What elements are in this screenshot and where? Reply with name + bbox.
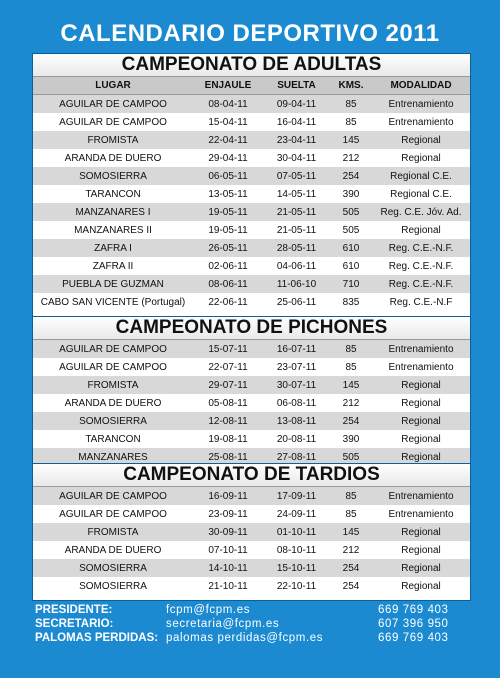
cell-enjaule: 29-07-11	[208, 379, 248, 391]
cell-modalidad: Regional	[401, 544, 441, 556]
cell-kms: 85	[345, 116, 357, 128]
cell-kms: 254	[342, 562, 360, 574]
cell-lugar: AGUILAR DE CAMPOO	[59, 98, 167, 110]
cell-modalidad: Entrenamiento	[388, 490, 454, 502]
cell-enjaule: 23-09-11	[208, 508, 248, 520]
cell-kms: 710	[342, 278, 360, 290]
cell-suelta: 08-10-11	[276, 544, 317, 556]
section-adultas	[32, 53, 471, 317]
table-row	[33, 203, 470, 221]
cell-lugar: AGUILAR DE CAMPOO	[59, 490, 167, 502]
section-pichones	[32, 316, 471, 465]
cell-lugar: FROMISTA	[87, 379, 139, 391]
cell-enjaule: 21-10-11	[208, 580, 248, 592]
table-row	[33, 239, 470, 257]
table-row	[33, 340, 470, 358]
cell-enjaule: 29-04-11	[208, 152, 248, 164]
cell-modalidad: Reg. C.E.-N.F.	[388, 278, 454, 290]
cell-suelta: 28-05-11	[276, 242, 317, 254]
cell-kms: 85	[345, 361, 357, 373]
cell-lugar: SOMOSIERRA	[79, 580, 147, 592]
cell-suelta: 23-04-11	[276, 134, 317, 146]
column-header-suelta: SUELTA	[277, 80, 316, 91]
contact-footer	[35, 603, 475, 645]
cell-modalidad: Reg. C.E. Jóv. Ad.	[380, 206, 462, 218]
cell-enjaule: 08-06-11	[208, 278, 248, 290]
cell-enjaule: 19-05-11	[208, 224, 248, 236]
cell-enjaule: 13-05-11	[208, 188, 248, 200]
cell-lugar: AGUILAR DE CAMPOO	[59, 361, 167, 373]
contact-row	[35, 603, 475, 617]
cell-modalidad: Regional C.E.	[390, 170, 452, 182]
cell-kms: 254	[342, 415, 360, 427]
cell-modalidad: Regional	[401, 224, 441, 236]
cell-kms: 390	[342, 188, 360, 200]
table-row	[33, 394, 470, 412]
cell-suelta: 13-08-11	[276, 415, 317, 427]
cell-enjaule: 02-06-11	[208, 260, 248, 272]
table-row	[33, 257, 470, 275]
cell-modalidad: Regional	[401, 379, 441, 391]
table-row	[33, 113, 470, 131]
cell-enjaule: 15-04-11	[208, 116, 248, 128]
cell-enjaule: 07-10-11	[208, 544, 248, 556]
table-row	[33, 376, 470, 394]
cell-suelta: 21-05-11	[276, 206, 317, 218]
cell-lugar: FROMISTA	[87, 526, 139, 538]
cell-suelta: 23-07-11	[276, 361, 317, 373]
cell-suelta: 11-06-10	[276, 278, 317, 290]
cell-lugar: CABO SAN VICENTE (Portugal)	[40, 296, 186, 308]
cell-kms: 145	[342, 526, 360, 538]
cell-modalidad: Regional	[401, 397, 441, 409]
column-header-kms: KMS.	[338, 80, 364, 91]
cell-enjaule: 22-04-11	[208, 134, 248, 146]
cell-suelta: 09-04-11	[276, 98, 317, 110]
cell-enjaule: 05-08-11	[208, 397, 248, 409]
contact-row	[35, 631, 475, 645]
cell-suelta: 30-04-11	[276, 152, 317, 164]
table-row	[33, 523, 470, 541]
cell-lugar: ZAFRA II	[92, 260, 134, 272]
cell-enjaule: 15-07-11	[208, 343, 248, 355]
cell-lugar: MANZANARES II	[74, 224, 152, 236]
cell-kms: 85	[345, 508, 357, 520]
contact-phone: 669 769 403	[378, 604, 449, 616]
cell-kms: 610	[342, 260, 360, 272]
cell-lugar: PUEBLA DE GUZMAN	[62, 278, 164, 290]
contact-phone: 607 396 950	[378, 618, 449, 630]
page-title: CALENDARIO DEPORTIVO 2011	[60, 20, 440, 47]
cell-modalidad: Regional	[401, 580, 441, 592]
contact-phone: 669 769 403	[378, 632, 449, 644]
cell-kms: 85	[345, 98, 357, 110]
cell-kms: 254	[342, 580, 360, 592]
table-row	[33, 505, 470, 523]
cell-suelta: 15-10-11	[276, 562, 317, 574]
cell-lugar: ARANDA DE DUERO	[64, 544, 162, 556]
cell-lugar: MANZANARES	[78, 451, 148, 463]
cell-kms: 505	[342, 451, 360, 463]
cell-enjaule: 30-09-11	[208, 526, 248, 538]
cell-lugar: AGUILAR DE CAMPOO	[59, 508, 167, 520]
cell-suelta: 16-07-11	[276, 343, 317, 355]
contact-label: PRESIDENTE:	[35, 604, 113, 616]
table-row	[33, 541, 470, 559]
cell-modalidad: Reg. C.E.-N.F.	[388, 260, 454, 272]
cell-modalidad: Regional	[401, 134, 441, 146]
table-row	[33, 487, 470, 505]
cell-lugar: AGUILAR DE CAMPOO	[59, 343, 167, 355]
table-row	[33, 221, 470, 239]
column-header-lugar: LUGAR	[95, 80, 131, 91]
cell-enjaule: 22-06-11	[208, 296, 248, 308]
cell-kms: 85	[345, 343, 357, 355]
cell-modalidad: Regional	[401, 152, 441, 164]
cell-modalidad: Regional	[401, 562, 441, 574]
table-row	[33, 131, 470, 149]
cell-lugar: MANZANARES I	[75, 206, 151, 218]
table-row	[33, 358, 470, 376]
cell-kms: 835	[342, 296, 360, 308]
cell-suelta: 22-10-11	[276, 580, 317, 592]
cell-lugar: AGUILAR DE CAMPOO	[59, 116, 167, 128]
cell-kms: 505	[342, 206, 360, 218]
table-row	[33, 185, 470, 203]
cell-kms: 212	[342, 544, 360, 556]
cell-enjaule: 06-05-11	[208, 170, 248, 182]
cell-suelta: 01-10-11	[276, 526, 317, 538]
cell-kms: 145	[342, 379, 360, 391]
cell-suelta: 30-07-11	[276, 379, 317, 391]
cell-modalidad: Reg. C.E.-N.F.	[388, 242, 454, 254]
cell-enjaule: 16-09-11	[208, 490, 248, 502]
cell-enjaule: 19-05-11	[208, 206, 248, 218]
cell-suelta: 14-05-11	[276, 188, 317, 200]
cell-suelta: 25-06-11	[276, 296, 317, 308]
cell-suelta: 06-08-11	[276, 397, 317, 409]
table-body	[33, 95, 470, 311]
table-row	[33, 149, 470, 167]
table-body	[33, 487, 470, 595]
cell-enjaule: 22-07-11	[208, 361, 248, 373]
cell-modalidad: Reg. C.E.-N.F	[389, 296, 453, 308]
table-row	[33, 412, 470, 430]
contact-label: PALOMAS PERDIDAS:	[35, 632, 159, 644]
column-header-enjaule: ENJAULE	[204, 80, 252, 91]
cell-enjaule: 25-08-11	[208, 451, 248, 463]
cell-kms: 610	[342, 242, 360, 254]
cell-lugar: TARANCON	[85, 433, 141, 445]
cell-modalidad: Entrenamiento	[388, 361, 454, 373]
cell-modalidad: Regional	[401, 433, 441, 445]
column-header-modalidad: MODALIDAD	[390, 80, 452, 91]
section-title: CAMPEONATO DE PICHONES	[33, 317, 470, 340]
cell-suelta: 04-06-11	[276, 260, 317, 272]
cell-kms: 212	[342, 152, 360, 164]
cell-suelta: 21-05-11	[276, 224, 317, 236]
cell-modalidad: Regional	[401, 451, 441, 463]
contact-email[interactable]: fcpm@fcpm.es	[166, 604, 251, 616]
cell-lugar: SOMOSIERRA	[79, 415, 147, 427]
cell-lugar: TARANCON	[85, 188, 141, 200]
cell-modalidad: Regional	[401, 415, 441, 427]
cell-suelta: 24-09-11	[276, 508, 317, 520]
cell-lugar: ARANDA DE DUERO	[64, 397, 162, 409]
cell-modalidad: Entrenamiento	[388, 508, 454, 520]
table-row	[33, 577, 470, 595]
cell-modalidad: Entrenamiento	[388, 343, 454, 355]
section-title: CAMPEONATO DE TARDIOS	[33, 464, 470, 487]
cell-kms: 390	[342, 433, 360, 445]
cell-lugar: ARANDA DE DUERO	[64, 152, 162, 164]
cell-lugar: SOMOSIERRA	[79, 562, 147, 574]
cell-modalidad: Entrenamiento	[388, 98, 454, 110]
table-row	[33, 293, 470, 311]
table-row	[33, 430, 470, 448]
cell-enjaule: 12-08-11	[208, 415, 248, 427]
cell-modalidad: Regional	[401, 526, 441, 538]
cell-kms: 85	[345, 490, 357, 502]
cell-suelta: 16-04-11	[276, 116, 317, 128]
cell-enjaule: 26-05-11	[208, 242, 248, 254]
cell-lugar: ZAFRA I	[94, 242, 132, 254]
cell-kms: 254	[342, 170, 360, 182]
contact-row	[35, 617, 475, 631]
cell-kms: 505	[342, 224, 360, 236]
contact-label: SECRETARIO:	[35, 618, 114, 630]
table-body	[33, 340, 470, 466]
contact-email[interactable]: palomas perdidas@fcpm.es	[166, 632, 324, 644]
section-tardios	[32, 463, 471, 601]
table-row	[33, 559, 470, 577]
table-row	[33, 275, 470, 293]
cell-suelta: 07-05-11	[276, 170, 317, 182]
cell-suelta: 17-09-11	[276, 490, 317, 502]
cell-enjaule: 19-08-11	[208, 433, 248, 445]
table-row	[33, 95, 470, 113]
cell-kms: 145	[342, 134, 360, 146]
cell-suelta: 27-08-11	[276, 451, 317, 463]
contact-email[interactable]: secretaria@fcpm.es	[166, 618, 280, 630]
table-row	[33, 167, 470, 185]
cell-suelta: 20-08-11	[276, 433, 317, 445]
section-title: CAMPEONATO DE ADULTAS	[33, 54, 470, 77]
cell-modalidad: Regional C.E.	[390, 188, 452, 200]
cell-lugar: SOMOSIERRA	[79, 170, 147, 182]
cell-enjaule: 14-10-11	[208, 562, 248, 574]
cell-enjaule: 08-04-11	[208, 98, 248, 110]
cell-kms: 212	[342, 397, 360, 409]
cell-lugar: FROMISTA	[87, 134, 139, 146]
cell-modalidad: Entrenamiento	[388, 116, 454, 128]
table-header	[33, 77, 470, 95]
